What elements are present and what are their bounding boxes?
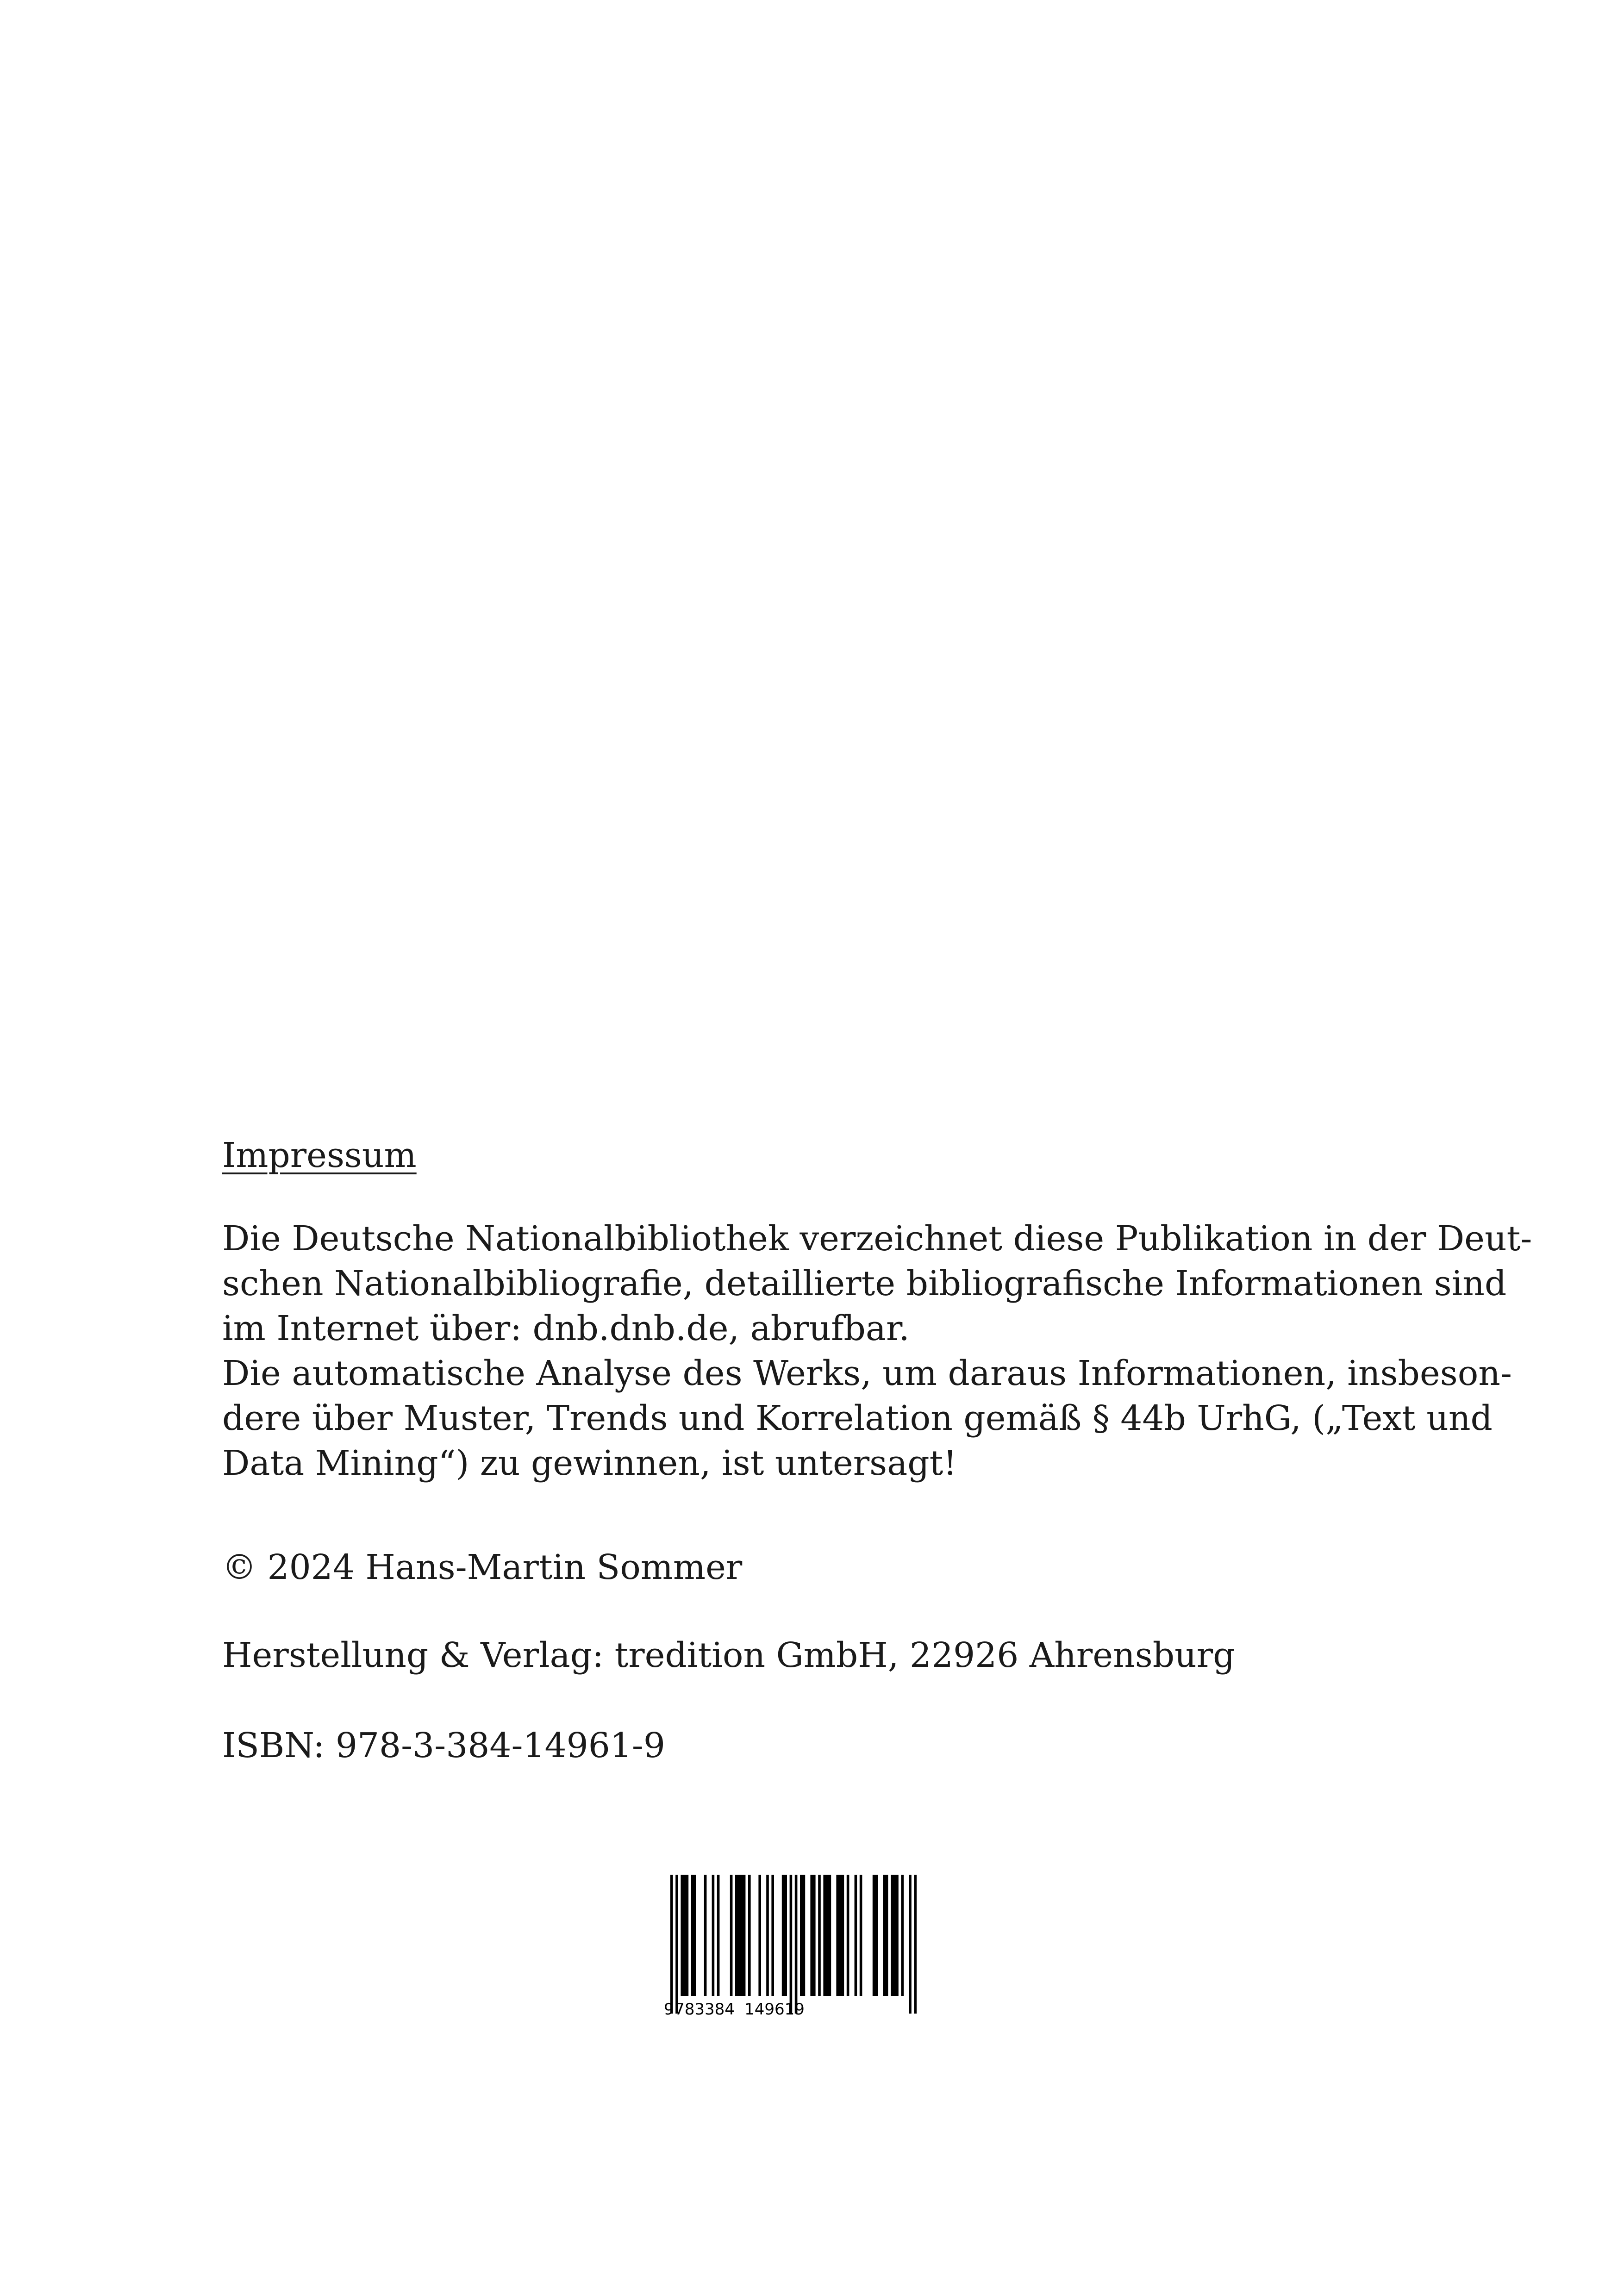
barcode-bar: [712, 1875, 715, 1996]
imprint-paragraph: [222, 1216, 1532, 1486]
imprint-line: Die automatische Analyse des Werks, um daraus Informationen, insbeson-: [222, 1353, 1512, 1393]
barcode-bar: [800, 1875, 805, 1996]
barcode-bar: [855, 1875, 857, 1996]
barcode-bar: [675, 1875, 678, 2014]
isbn-barcode: [662, 1875, 949, 2018]
barcode-bar: [748, 1875, 751, 1996]
imprint-line: im Internet über: dnb.dnb.de, abrufbar.: [222, 1309, 910, 1348]
barcode-bar: [681, 1875, 688, 1996]
barcode-bar: [810, 1875, 815, 1996]
barcode-bar: [704, 1875, 707, 1996]
barcode-bar: [836, 1875, 844, 1996]
barcode-bar: [735, 1875, 745, 1996]
barcode-bar: [670, 1875, 673, 2014]
barcode-bar: [758, 1875, 761, 1996]
barcode-right-digits: 149619: [744, 2000, 805, 2018]
barcode-first-digit: 9: [664, 2000, 674, 2018]
barcode-bar: [782, 1875, 787, 1996]
barcode-bar: [891, 1875, 899, 1996]
barcode-bar: [901, 1875, 904, 1996]
barcode-bar: [717, 1875, 720, 1996]
barcode-bars: [670, 1875, 917, 2014]
barcode-left-digits: 783384: [675, 2000, 735, 2018]
barcode-bar: [766, 1875, 769, 1996]
barcode-bar: [691, 1875, 696, 1996]
barcode-bar: [795, 1875, 798, 2014]
imprint-line: Die Deutsche Nationalbibliothek verzeichnet diese Publikation in der Deut-: [222, 1219, 1532, 1259]
isbn-line: ISBN: 978-3-384-14961-9: [222, 1726, 665, 1765]
copyright-notice: © 2024 Hans-Martin Sommer: [222, 1547, 743, 1587]
barcode-bar: [909, 1875, 912, 2014]
barcode-bar: [883, 1875, 888, 1996]
imprint-line: schen Nationalbibliografie, detaillierte bibliografische Informationen sind: [222, 1264, 1507, 1303]
barcode-bar: [823, 1875, 831, 1996]
imprint-line: Data Mining“) zu gewinnen, ist untersagt!: [222, 1443, 957, 1483]
barcode-bar: [847, 1875, 849, 1996]
barcode-bar: [790, 1875, 793, 2014]
barcode-bar: [860, 1875, 862, 1996]
barcode-bar: [873, 1875, 878, 1996]
barcode-bar: [730, 1875, 733, 1996]
barcode-bar: [818, 1875, 821, 1996]
barcode-bar: [771, 1875, 774, 1996]
publisher-line: Herstellung & Verlag: tredition GmbH, 22926 Ahrensburg: [222, 1635, 1235, 1675]
barcode-bar: [914, 1875, 917, 2014]
imprint-line: dere über Muster, Trends und Korrelation gemäß § 44b UrhG, („Text und: [222, 1398, 1493, 1438]
imprint-heading: Impressum: [222, 1135, 417, 1175]
